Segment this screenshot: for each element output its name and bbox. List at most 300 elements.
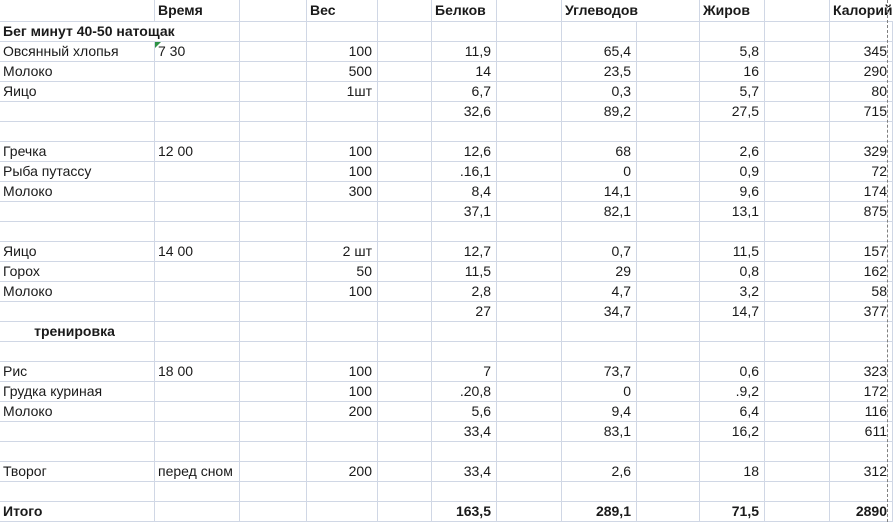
cell-weight[interactable]: 100	[307, 362, 378, 382]
cell[interactable]	[497, 322, 562, 342]
cell[interactable]	[378, 322, 432, 342]
cell-food-name[interactable]	[0, 22, 175, 42]
cell[interactable]	[378, 0, 432, 22]
cell[interactable]	[765, 122, 830, 142]
cell[interactable]	[830, 482, 893, 502]
cell[interactable]	[378, 22, 432, 42]
cell[interactable]	[765, 162, 830, 182]
cell[interactable]	[497, 22, 562, 42]
cell[interactable]	[562, 322, 637, 342]
cell[interactable]	[378, 342, 432, 362]
cell[interactable]	[637, 502, 700, 522]
cell[interactable]	[700, 122, 765, 142]
cell-protein[interactable]: 7	[432, 362, 497, 382]
cell[interactable]	[637, 282, 700, 302]
cell-protein[interactable]: 12,6	[432, 142, 497, 162]
cell-calories[interactable]: 116	[830, 402, 893, 422]
cell-calories[interactable]: 875	[830, 202, 893, 222]
cell-protein[interactable]: 12,7	[432, 242, 497, 262]
cell-weight[interactable]: 100	[307, 142, 378, 162]
cell-protein[interactable]: 32,6	[432, 102, 497, 122]
cell[interactable]	[155, 282, 240, 302]
cell[interactable]	[0, 122, 155, 142]
cell-food-name[interactable]	[0, 42, 155, 62]
cell-carbs[interactable]: 14,1	[562, 182, 637, 202]
cell[interactable]	[240, 0, 307, 22]
cell[interactable]	[378, 62, 432, 82]
cell[interactable]	[155, 102, 240, 122]
cell-food-name[interactable]	[0, 282, 155, 302]
cell[interactable]	[765, 222, 830, 242]
cell[interactable]	[378, 162, 432, 182]
cell[interactable]	[830, 122, 893, 142]
cell[interactable]	[155, 442, 240, 462]
cell-weight[interactable]: 100	[307, 282, 378, 302]
cell[interactable]	[765, 142, 830, 162]
cell-protein[interactable]: 11,5	[432, 262, 497, 282]
cell[interactable]	[155, 402, 240, 422]
cell-fat[interactable]: 0,8	[700, 262, 765, 282]
cell-fat[interactable]: 11,5	[700, 242, 765, 262]
cell-weight[interactable]: 500	[307, 62, 378, 82]
cell[interactable]	[240, 302, 307, 322]
cell-weight[interactable]: 50	[307, 262, 378, 282]
cell[interactable]	[765, 182, 830, 202]
cell[interactable]	[240, 442, 307, 462]
cell[interactable]	[497, 402, 562, 422]
cell[interactable]	[378, 242, 432, 262]
cell-calories[interactable]: 157	[830, 242, 893, 262]
cell-weight[interactable]: 100	[307, 382, 378, 402]
cell[interactable]	[637, 0, 700, 22]
cell[interactable]	[378, 302, 432, 322]
cell[interactable]	[240, 242, 307, 262]
cell-fat[interactable]: 16	[700, 62, 765, 82]
cell[interactable]	[432, 22, 497, 42]
cell-carbs[interactable]: 83,1	[562, 422, 637, 442]
cell[interactable]	[562, 482, 637, 502]
cell[interactable]	[240, 282, 307, 302]
cell[interactable]	[497, 222, 562, 242]
cell-calories[interactable]: 312	[830, 462, 893, 482]
cell-protein[interactable]: .16,1	[432, 162, 497, 182]
cell-protein[interactable]: 14	[432, 62, 497, 82]
cell[interactable]	[765, 422, 830, 442]
cell[interactable]	[378, 402, 432, 422]
cell[interactable]	[637, 462, 700, 482]
cell[interactable]	[497, 82, 562, 102]
cell[interactable]	[155, 382, 240, 402]
cell[interactable]	[0, 342, 155, 362]
cell[interactable]	[240, 162, 307, 182]
cell[interactable]	[378, 202, 432, 222]
cell[interactable]	[307, 342, 378, 362]
cell[interactable]	[240, 102, 307, 122]
cell[interactable]	[155, 222, 240, 242]
cell[interactable]	[240, 182, 307, 202]
cell[interactable]	[155, 262, 240, 282]
cell[interactable]	[307, 122, 378, 142]
cell[interactable]	[0, 302, 155, 322]
cell[interactable]	[240, 502, 307, 522]
cell[interactable]	[307, 102, 378, 122]
cell-carbs[interactable]: 89,2	[562, 102, 637, 122]
column-header-cell[interactable]	[562, 0, 637, 22]
cell[interactable]	[378, 142, 432, 162]
cell[interactable]	[0, 442, 155, 462]
cell[interactable]	[830, 22, 893, 42]
cell[interactable]	[765, 482, 830, 502]
cell-fat[interactable]: 0,9	[700, 162, 765, 182]
column-header-cell[interactable]	[700, 0, 765, 22]
cell[interactable]	[637, 82, 700, 102]
cell-food-name[interactable]	[0, 142, 155, 162]
cell-time[interactable]	[155, 362, 240, 382]
cell-carbs[interactable]: 0,7	[562, 242, 637, 262]
cell[interactable]	[497, 502, 562, 522]
cell[interactable]	[155, 482, 240, 502]
cell[interactable]	[497, 0, 562, 22]
cell-carbs[interactable]: 29	[562, 262, 637, 282]
cell[interactable]	[497, 342, 562, 362]
cell[interactable]	[307, 422, 378, 442]
cell-calories[interactable]: 58	[830, 282, 893, 302]
cell-fat[interactable]: 16,2	[700, 422, 765, 442]
cell[interactable]	[240, 222, 307, 242]
cell[interactable]	[765, 82, 830, 102]
column-header-cell[interactable]	[432, 0, 497, 22]
column-header-cell[interactable]	[155, 0, 240, 22]
cell[interactable]	[432, 222, 497, 242]
cell-calories[interactable]: 72	[830, 162, 893, 182]
cell[interactable]	[637, 102, 700, 122]
cell[interactable]	[432, 122, 497, 142]
cell-fat[interactable]: 3,2	[700, 282, 765, 302]
cell-calories[interactable]: 172	[830, 382, 893, 402]
cell-protein[interactable]: 11,9	[432, 42, 497, 62]
cell[interactable]	[765, 102, 830, 122]
cell[interactable]	[155, 422, 240, 442]
cell[interactable]	[155, 62, 240, 82]
cell[interactable]	[637, 362, 700, 382]
cell-food-name[interactable]	[0, 162, 155, 182]
cell[interactable]	[378, 262, 432, 282]
cell-food-name[interactable]	[0, 382, 155, 402]
cell[interactable]	[155, 162, 240, 182]
cell[interactable]	[765, 62, 830, 82]
cell-food-name[interactable]	[0, 502, 155, 522]
cell[interactable]	[155, 82, 240, 102]
cell-calories[interactable]: 290	[830, 62, 893, 82]
cell-calories[interactable]: 715	[830, 102, 893, 122]
cell[interactable]	[562, 222, 637, 242]
column-header-cell[interactable]	[830, 0, 893, 22]
cell[interactable]	[497, 422, 562, 442]
cell[interactable]	[765, 382, 830, 402]
cell[interactable]	[307, 322, 378, 342]
cell-food-name[interactable]	[0, 62, 155, 82]
cell-carbs[interactable]: 23,5	[562, 62, 637, 82]
cell[interactable]	[765, 462, 830, 482]
cell[interactable]	[378, 482, 432, 502]
cell[interactable]	[0, 102, 155, 122]
cell[interactable]	[497, 482, 562, 502]
cell[interactable]	[497, 282, 562, 302]
cell[interactable]	[700, 322, 765, 342]
cell-fat[interactable]: 5,8	[700, 42, 765, 62]
cell[interactable]	[0, 222, 155, 242]
cell-calories[interactable]: 80	[830, 82, 893, 102]
cell-food-name[interactable]	[0, 402, 155, 422]
cell-carbs[interactable]: 0	[562, 382, 637, 402]
cell[interactable]	[432, 342, 497, 362]
cell-time[interactable]	[155, 142, 240, 162]
cell-food-name[interactable]	[0, 242, 155, 262]
cell[interactable]	[765, 402, 830, 422]
cell[interactable]	[765, 22, 830, 42]
cell[interactable]	[497, 262, 562, 282]
cell-carbs[interactable]: 289,1	[562, 502, 637, 522]
cell[interactable]	[637, 442, 700, 462]
cell[interactable]	[240, 362, 307, 382]
cell[interactable]	[378, 502, 432, 522]
cell[interactable]	[637, 42, 700, 62]
cell[interactable]	[637, 262, 700, 282]
cell[interactable]	[240, 262, 307, 282]
cell[interactable]	[307, 302, 378, 322]
cell[interactable]	[830, 342, 893, 362]
cell[interactable]	[240, 42, 307, 62]
cell[interactable]	[765, 282, 830, 302]
cell-carbs[interactable]: 68	[562, 142, 637, 162]
cell-protein[interactable]: .20,8	[432, 382, 497, 402]
cell-weight[interactable]: 300	[307, 182, 378, 202]
cell-time[interactable]	[155, 42, 240, 62]
cell[interactable]	[378, 42, 432, 62]
cell-fat[interactable]: 9,6	[700, 182, 765, 202]
cell[interactable]	[432, 322, 497, 342]
cell-fat[interactable]: 6,4	[700, 402, 765, 422]
cell[interactable]	[637, 402, 700, 422]
cell-fat[interactable]: 13,1	[700, 202, 765, 222]
cell[interactable]	[700, 22, 765, 42]
cell[interactable]	[637, 22, 700, 42]
cell[interactable]	[765, 362, 830, 382]
cell-carbs[interactable]: 65,4	[562, 42, 637, 62]
cell-protein[interactable]: 163,5	[432, 502, 497, 522]
cell-calories[interactable]: 329	[830, 142, 893, 162]
cell[interactable]	[378, 182, 432, 202]
cell[interactable]	[700, 442, 765, 462]
cell-calories[interactable]: 174	[830, 182, 893, 202]
cell-fat[interactable]: .9,2	[700, 382, 765, 402]
cell[interactable]	[240, 482, 307, 502]
cell[interactable]	[378, 222, 432, 242]
cell[interactable]	[637, 422, 700, 442]
cell[interactable]	[765, 0, 830, 22]
cell-protein[interactable]: 37,1	[432, 202, 497, 222]
cell[interactable]	[637, 222, 700, 242]
cell-protein[interactable]: 27	[432, 302, 497, 322]
cell-fat[interactable]: 71,5	[700, 502, 765, 522]
cell[interactable]	[497, 362, 562, 382]
cell[interactable]	[307, 482, 378, 502]
cell[interactable]	[497, 122, 562, 142]
cell-food-name[interactable]	[0, 182, 155, 202]
cell-weight[interactable]: 100	[307, 162, 378, 182]
cell[interactable]	[637, 302, 700, 322]
cell[interactable]	[307, 502, 378, 522]
cell-weight[interactable]: 2 шт	[307, 242, 378, 262]
cell[interactable]	[155, 322, 240, 342]
cell[interactable]	[378, 422, 432, 442]
cell-protein[interactable]: 8,4	[432, 182, 497, 202]
cell[interactable]	[240, 322, 307, 342]
cell[interactable]	[0, 422, 155, 442]
cell[interactable]	[240, 382, 307, 402]
cell[interactable]	[765, 262, 830, 282]
cell-calories[interactable]: 611	[830, 422, 893, 442]
cell[interactable]	[0, 0, 155, 22]
cell[interactable]	[637, 342, 700, 362]
cell[interactable]	[562, 342, 637, 362]
cell-fat[interactable]: 2,6	[700, 142, 765, 162]
cell[interactable]	[765, 202, 830, 222]
cell-calories[interactable]: 2890	[830, 502, 893, 522]
cell[interactable]	[497, 382, 562, 402]
cell[interactable]	[637, 202, 700, 222]
cell[interactable]	[240, 462, 307, 482]
cell[interactable]	[497, 302, 562, 322]
cell[interactable]	[307, 222, 378, 242]
cell[interactable]	[765, 442, 830, 462]
cell[interactable]	[155, 182, 240, 202]
cell-food-name[interactable]	[0, 462, 155, 482]
cell-fat[interactable]: 5,7	[700, 82, 765, 102]
cell-time[interactable]	[155, 462, 240, 482]
cell-calories[interactable]: 162	[830, 262, 893, 282]
cell[interactable]	[765, 242, 830, 262]
cell[interactable]	[637, 482, 700, 502]
cell[interactable]	[432, 482, 497, 502]
cell[interactable]	[637, 142, 700, 162]
cell[interactable]	[240, 22, 307, 42]
cell[interactable]	[307, 22, 378, 42]
cell[interactable]	[637, 182, 700, 202]
cell[interactable]	[637, 162, 700, 182]
cell-fat[interactable]: 18	[700, 462, 765, 482]
cell-calories[interactable]: 377	[830, 302, 893, 322]
cell[interactable]	[830, 442, 893, 462]
cell[interactable]	[378, 122, 432, 142]
cell[interactable]	[497, 102, 562, 122]
cell[interactable]	[378, 282, 432, 302]
cell[interactable]	[432, 442, 497, 462]
cell[interactable]	[240, 422, 307, 442]
cell[interactable]	[155, 502, 240, 522]
cell[interactable]	[240, 402, 307, 422]
cell[interactable]	[637, 242, 700, 262]
cell-protein[interactable]: 2,8	[432, 282, 497, 302]
cell[interactable]	[378, 462, 432, 482]
cell-fat[interactable]: 14,7	[700, 302, 765, 322]
cell[interactable]	[497, 162, 562, 182]
cell[interactable]	[0, 202, 155, 222]
cell[interactable]	[497, 242, 562, 262]
cell-carbs[interactable]: 73,7	[562, 362, 637, 382]
cell-protein[interactable]: 33,4	[432, 422, 497, 442]
cell[interactable]	[240, 82, 307, 102]
cell[interactable]	[637, 382, 700, 402]
cell[interactable]	[765, 502, 830, 522]
cell-calories[interactable]: 323	[830, 362, 893, 382]
cell[interactable]	[497, 42, 562, 62]
cell-fat[interactable]: 0,6	[700, 362, 765, 382]
cell-fat[interactable]: 27,5	[700, 102, 765, 122]
cell[interactable]	[240, 62, 307, 82]
cell[interactable]	[637, 62, 700, 82]
cell[interactable]	[240, 202, 307, 222]
cell[interactable]	[700, 222, 765, 242]
cell-weight[interactable]: 200	[307, 402, 378, 422]
cell[interactable]	[240, 142, 307, 162]
cell[interactable]	[0, 482, 155, 502]
cell[interactable]	[765, 42, 830, 62]
cell[interactable]	[240, 342, 307, 362]
cell[interactable]	[307, 442, 378, 462]
cell[interactable]	[700, 482, 765, 502]
cell-carbs[interactable]: 9,4	[562, 402, 637, 422]
column-header-cell[interactable]	[307, 0, 378, 22]
cell[interactable]	[497, 142, 562, 162]
cell-carbs[interactable]: 0,3	[562, 82, 637, 102]
cell[interactable]	[637, 322, 700, 342]
cell[interactable]	[830, 222, 893, 242]
cell-food-name[interactable]	[0, 82, 155, 102]
cell[interactable]	[378, 362, 432, 382]
cell[interactable]	[497, 202, 562, 222]
cell-carbs[interactable]: 0	[562, 162, 637, 182]
cell-weight[interactable]: 200	[307, 462, 378, 482]
cell[interactable]	[240, 122, 307, 142]
cell-weight[interactable]: 100	[307, 42, 378, 62]
cell[interactable]	[307, 202, 378, 222]
cell-food-name[interactable]	[0, 322, 155, 342]
cell-food-name[interactable]	[0, 262, 155, 282]
cell-carbs[interactable]: 4,7	[562, 282, 637, 302]
cell-food-name[interactable]	[0, 362, 155, 382]
cell-protein[interactable]: 6,7	[432, 82, 497, 102]
cell[interactable]	[155, 302, 240, 322]
cell[interactable]	[378, 442, 432, 462]
cell[interactable]	[378, 102, 432, 122]
cell[interactable]	[830, 322, 893, 342]
cell-protein[interactable]: 33,4	[432, 462, 497, 482]
cell[interactable]	[765, 322, 830, 342]
cell-protein[interactable]: 5,6	[432, 402, 497, 422]
cell[interactable]	[765, 342, 830, 362]
cell[interactable]	[497, 182, 562, 202]
cell[interactable]	[155, 122, 240, 142]
cell[interactable]	[155, 342, 240, 362]
cell[interactable]	[562, 122, 637, 142]
cell[interactable]	[497, 442, 562, 462]
cell[interactable]	[378, 382, 432, 402]
cell[interactable]	[562, 22, 637, 42]
cell[interactable]	[378, 82, 432, 102]
cell[interactable]	[765, 302, 830, 322]
cell[interactable]	[497, 462, 562, 482]
